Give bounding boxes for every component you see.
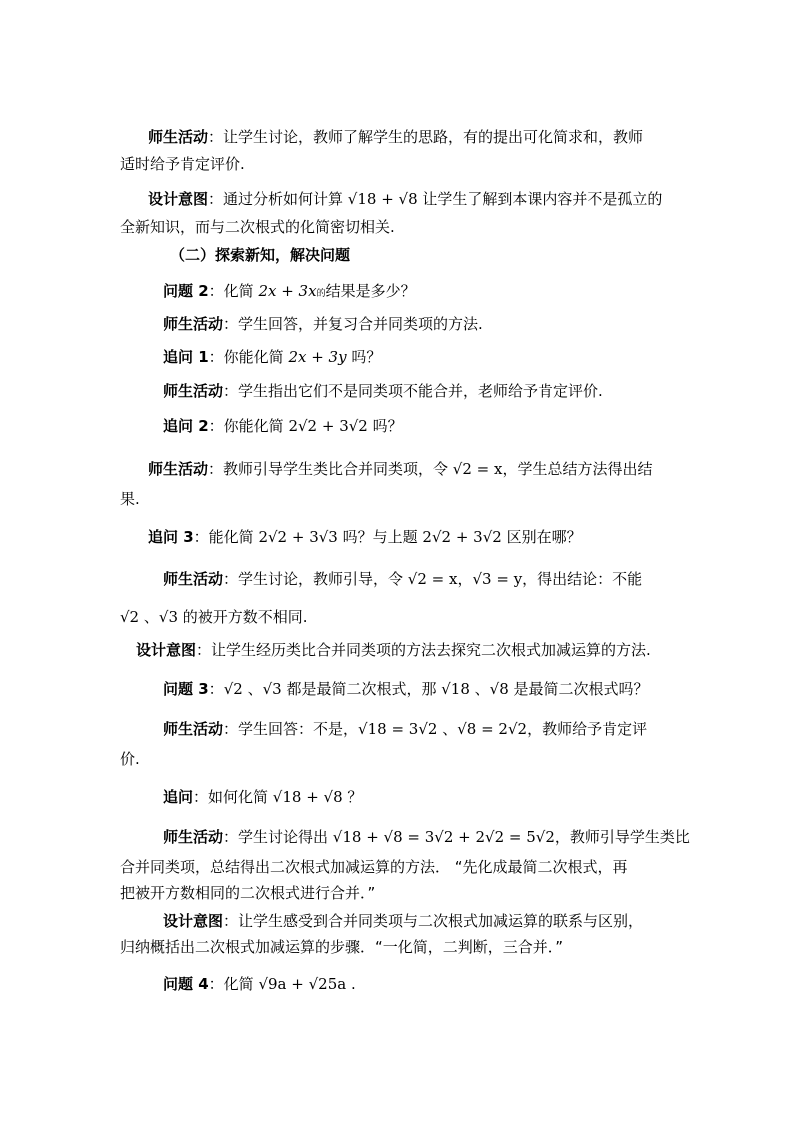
text: ：教师引导学生类比合并同类项，令 xyxy=(208,460,453,478)
question-2 xyxy=(163,282,416,303)
label: 问题 4 xyxy=(163,975,209,993)
paragraph-cont: 合并同类项，总结得出二次根式加减运算的方法． “先化成最简二次根式，再 xyxy=(120,858,628,876)
text: ：你能化简 xyxy=(208,417,289,435)
text: ：让学生感受到合并同类项与二次根式加减运算的联系与区别， xyxy=(223,912,644,930)
label: 设计意图 xyxy=(136,641,197,659)
label: 问题 3 xyxy=(163,680,209,698)
paragraph-cont: 全新知识，而与二次根式的化简密切相关. xyxy=(120,218,395,236)
paragraph-teacher-student-6 xyxy=(163,720,647,738)
math-expr: √18 + √8 xyxy=(272,788,343,806)
paragraph-design-intent-3 xyxy=(163,912,643,930)
math-expr: √8 = 2√2 xyxy=(457,720,528,738)
math-expr: √9a + √25a xyxy=(258,975,347,993)
text: ：能化简 xyxy=(193,528,259,546)
text: 让学生了解到本课内容并不是孤立的 xyxy=(417,190,663,208)
label: 师生活动 xyxy=(148,460,209,478)
text: . xyxy=(346,975,356,993)
math-expr: √18 = 3√2 xyxy=(358,720,438,738)
text: 吗？与上题 xyxy=(337,528,423,546)
question-3 xyxy=(163,680,649,698)
math-expr: √18 + √8 = 3√2 + 2√2 = 5√2 xyxy=(332,828,555,846)
text: ，教师给予肯定评 xyxy=(527,720,648,738)
text: ：学生讨论，教师引导，令 xyxy=(223,570,408,588)
text: 、 xyxy=(139,608,159,626)
text: 都是最简二次根式，那 xyxy=(281,680,442,698)
math-expr: √18 + √8 xyxy=(347,190,418,208)
paragraph-teacher-student-7 xyxy=(163,828,690,846)
label: 师生活动 xyxy=(163,720,224,738)
paragraph-cont: 果. xyxy=(120,490,140,508)
text: 、 xyxy=(469,680,490,698)
paragraph-teacher-student-2 xyxy=(163,315,483,333)
text: 是最简二次根式吗？ xyxy=(508,680,649,698)
math-expr: √3 xyxy=(262,680,282,698)
label: 师生活动 xyxy=(163,382,224,400)
paragraph-teacher-student-1 xyxy=(148,128,643,146)
math-expr: √2 = x xyxy=(452,460,503,478)
math-expr: √18 xyxy=(441,680,470,698)
section-heading: （二）探索新知，解决问题 xyxy=(170,246,351,264)
math-expr: √2 xyxy=(120,608,140,626)
text: ：如何化简 xyxy=(193,788,273,806)
math-expr: 2√2 + 3√3 xyxy=(258,528,338,546)
label: 师生活动 xyxy=(148,128,209,146)
text: 吗？ xyxy=(367,417,403,435)
math-expr: √2 = x xyxy=(407,570,458,588)
text: 、 xyxy=(242,680,263,698)
label: 师生活动 xyxy=(163,570,224,588)
paragraph-teacher-student-5 xyxy=(163,570,642,588)
paragraph-teacher-student-3 xyxy=(163,382,603,400)
paragraph-cont: 适时给予肯定评价. xyxy=(120,155,245,173)
label: 设计意图 xyxy=(148,190,209,208)
text: ：你能化简 xyxy=(208,348,289,366)
math-expr: √8 xyxy=(489,680,509,698)
text: ：学生回答：不是， xyxy=(223,720,359,738)
text: 区别在哪？ xyxy=(501,528,582,546)
label: 追问 2 xyxy=(163,417,209,435)
paragraph-design-intent-2 xyxy=(136,641,651,659)
paragraph-cont xyxy=(120,608,308,626)
question-4 xyxy=(163,975,356,993)
text: ：学生讨论得出 xyxy=(223,828,333,846)
label: 设计意图 xyxy=(163,912,224,930)
follow-up-2 xyxy=(163,417,403,435)
follow-up-4 xyxy=(163,788,362,806)
paragraph-cont: 把被开方数相同的二次根式进行合并．” xyxy=(120,884,376,902)
text: ？ xyxy=(342,788,363,806)
math-expr: √2 xyxy=(223,680,243,698)
text: ：学生指出它们不是同类项不能合并，老师给予肯定评价. xyxy=(223,382,603,400)
text: ：让学生讨论，教师了解学生的思路，有的提出可化简求和，教师 xyxy=(208,128,644,146)
paragraph-cont: 价. xyxy=(120,750,140,768)
math-expr: 2√2 + 3√2 xyxy=(422,528,502,546)
follow-up-1 xyxy=(163,348,381,366)
label: 追问 3 xyxy=(148,528,194,546)
label: 师生活动 xyxy=(163,828,224,846)
text: ，得出结论：不能 xyxy=(522,570,643,588)
text: ：让学生经历类比合并同类项的方法去探究二次根式加减运算的方法. xyxy=(196,641,651,659)
text: 的被开方数不相同. xyxy=(178,608,308,626)
label: 问题 2 xyxy=(163,282,209,300)
paragraph-design-intent-1 xyxy=(148,190,662,208)
text: ， xyxy=(457,570,473,588)
math-expr: 2x + 3y xyxy=(288,348,347,366)
text: ： xyxy=(208,680,224,698)
label: 追问 1 xyxy=(163,348,209,366)
math-expr: √3 = y xyxy=(472,570,523,588)
math-expr: √3 xyxy=(158,608,178,626)
text: ：通过分析如何计算 xyxy=(208,190,348,208)
follow-up-3 xyxy=(148,528,582,546)
text: 、 xyxy=(437,720,458,738)
paragraph-cont: 归纳概括出二次根式加减运算的步骤．“一化简，二判断，三合并．” xyxy=(120,938,564,956)
text: ，教师引导学生类比 xyxy=(554,828,690,846)
text: ：化简 xyxy=(208,282,259,300)
paragraph-teacher-student-4 xyxy=(148,460,652,478)
text: ：化简 xyxy=(208,975,259,993)
text: ：学生回答，并复习合并同类项的方法. xyxy=(223,315,483,333)
text: 吗？ xyxy=(346,348,382,366)
text: ，学生总结方法得出结 xyxy=(502,460,653,478)
label: 师生活动 xyxy=(163,315,224,333)
math-expr: 2√2 + 3√2 xyxy=(288,417,368,435)
small-text: 的 xyxy=(316,289,326,299)
label: 追问 xyxy=(163,788,194,806)
math-expr: 2x + 3x xyxy=(258,282,317,300)
text: 结果是多少？ xyxy=(325,282,416,300)
